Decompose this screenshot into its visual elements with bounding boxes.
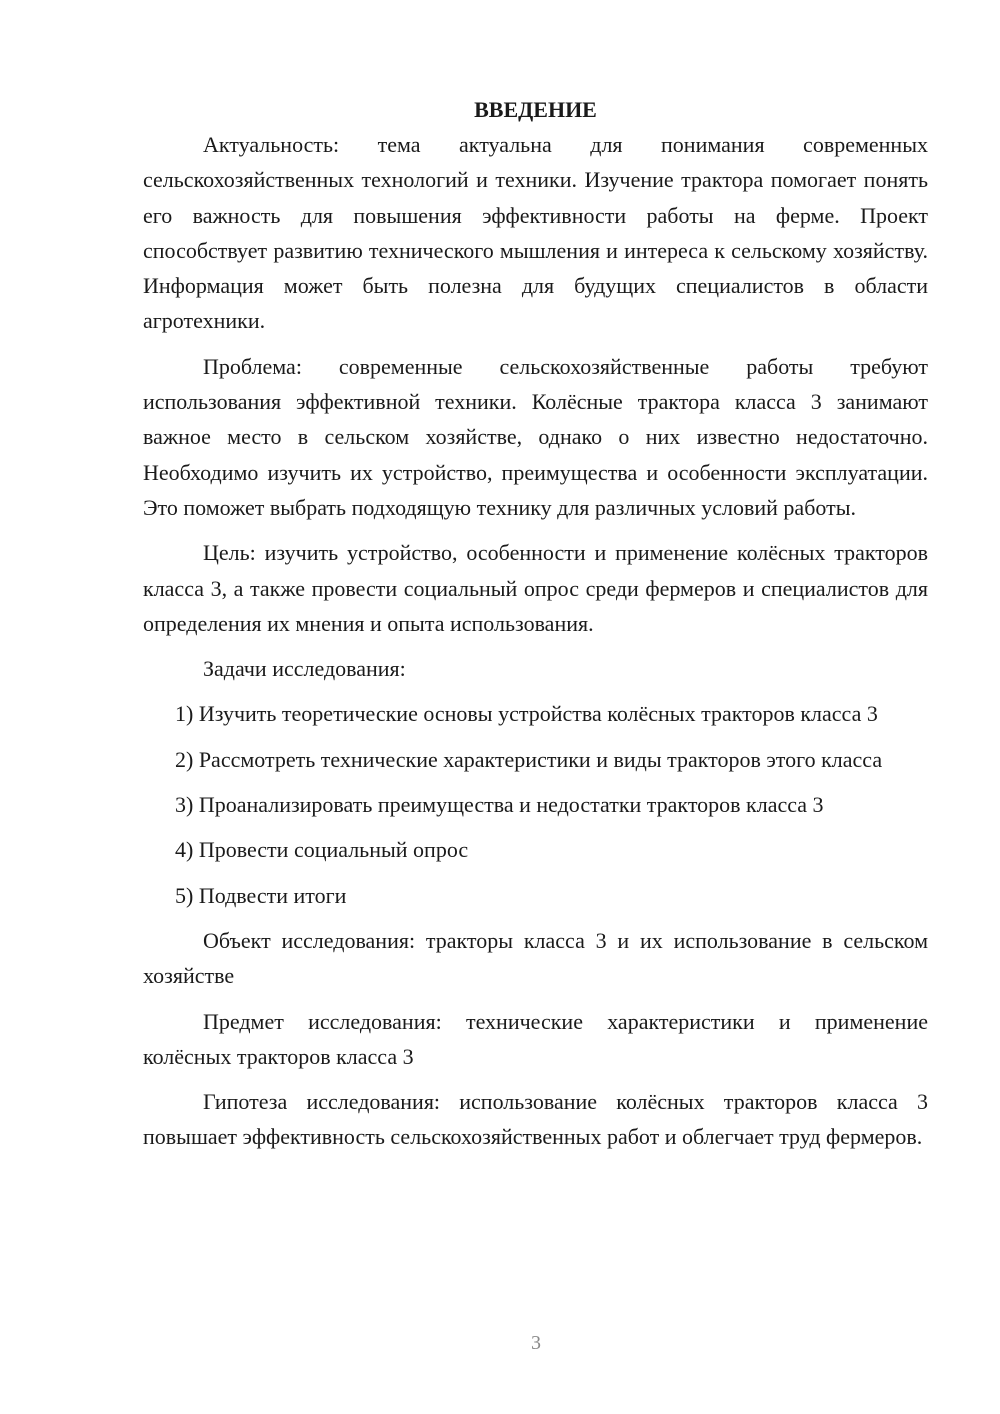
page-number: 3 xyxy=(531,1332,541,1354)
paragraph-subject: Предмет исследования: технические характеристики и применение колёсных тракторов класса 3 xyxy=(143,1008,928,1069)
paragraph-relevance: Актуальность: тема актуальна для понимания современных сельскохозяйственных технологий и техники. Изучение трактора помогает понять его важность для повышения эффективности работы на ферме. Проект способствует развитию технического мышления и интереса к сельскому хозяйству. Информация может быть полезна для будущих специалистов в области агротехники. xyxy=(143,132,928,334)
paragraph-goal: Цель: изучить устройство, особенности и применение колёсных тракторов класса 3, а также провести социальный опрос среди фермеров и специалистов для определения их мнения и опыта использования. xyxy=(143,540,928,636)
document-page xyxy=(143,92,928,1165)
tasks-heading: Задачи исследования: xyxy=(203,656,406,682)
list-item: 3) Проанализировать преимущества и недостатки тракторов класса 3 xyxy=(175,792,824,818)
list-item: 4) Провести социальный опрос xyxy=(175,837,469,863)
list-item: 5) Подвести итоги xyxy=(175,882,347,908)
paragraph-problem: Проблема: современные сельскохозяйственные работы требуют использования эффективной техники. Колёсные трактора класса 3 занимают важное место в сельском хозяйстве, однако о них известно недостаточно. Необходимо изучить их устройство, преимущества и особенности эксплуатации. Это поможет выбрать подходящую технику для различных условий работы. xyxy=(143,353,928,520)
list-item: 2) Рассмотреть технические характеристики и виды тракторов этого класса xyxy=(175,746,883,772)
paragraph-hypothesis: Гипотеза исследования: использование колёсных тракторов класса 3 повышает эффективность сельскохозяйственных работ и облегчает труд фермеров. xyxy=(143,1089,928,1150)
page-title: ВВЕДЕНИЕ xyxy=(474,97,597,122)
list-item: 1) Изучить теоретические основы устройства колёсных тракторов класса 3 xyxy=(175,701,878,727)
paragraph-object: Объект исследования: тракторы класса 3 и их использование в сельском хозяйстве xyxy=(143,927,928,989)
